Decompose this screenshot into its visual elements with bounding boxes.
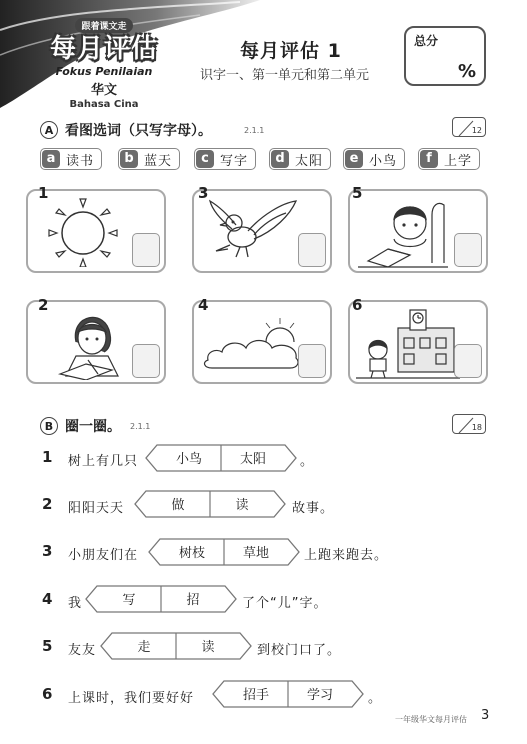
answer-box[interactable] bbox=[454, 344, 482, 378]
question-text-after: 。 bbox=[300, 454, 315, 469]
section-a-instruction: 看图选词（只写字母）。 bbox=[65, 123, 212, 139]
option-word: 小鸟 bbox=[369, 153, 398, 169]
section-b-marks: 18 bbox=[471, 423, 482, 432]
question-number: 1 bbox=[42, 448, 53, 466]
choice-option-2[interactable]: 读 bbox=[201, 640, 215, 655]
section-b-badge: B bbox=[40, 417, 58, 435]
choice-option-1[interactable]: 树枝 bbox=[178, 546, 205, 561]
choice-option-2[interactable]: 招 bbox=[186, 593, 200, 608]
option-chip-a bbox=[40, 148, 102, 170]
section-a-marks: 12 bbox=[471, 126, 482, 135]
child-going-to-school-icon bbox=[356, 304, 460, 380]
question-number: 6 bbox=[42, 685, 53, 703]
answer-choice-pill bbox=[85, 585, 237, 613]
sun-icon bbox=[42, 195, 124, 267]
logo-subtitle-language: Bahasa Cina bbox=[69, 99, 139, 110]
question-text-after: 。 bbox=[368, 691, 383, 706]
page-subtitle: 识字一、第一单元和第二单元 bbox=[200, 68, 370, 83]
option-chip-e bbox=[343, 148, 405, 170]
section-b-marks-box bbox=[452, 414, 486, 434]
option-word: 写字 bbox=[220, 153, 249, 169]
clouds-sky-icon bbox=[202, 314, 306, 374]
choice-option-1[interactable]: 小鸟 bbox=[175, 452, 202, 467]
logo-tagline: 跟着课文走 bbox=[75, 18, 132, 33]
question-number: 3 bbox=[42, 542, 53, 560]
option-chip-d bbox=[269, 148, 331, 170]
question-text-after: 故事。 bbox=[292, 501, 335, 516]
question-text-before: 小朋友们在 bbox=[68, 548, 139, 563]
option-chip-f bbox=[418, 148, 480, 170]
score-label: 总分 bbox=[414, 34, 439, 48]
option-word: 太阳 bbox=[295, 153, 324, 169]
answer-choice-pill bbox=[212, 680, 364, 708]
footer-book-title: 一年级华文每月评估 bbox=[395, 715, 467, 724]
logo-subtitle-malay: Fokus Penilaian bbox=[55, 65, 153, 78]
picture-card-3 bbox=[192, 189, 332, 273]
option-word: 上学 bbox=[444, 153, 473, 169]
girl-writing-icon bbox=[46, 304, 142, 380]
picture-card-5 bbox=[348, 189, 488, 273]
question-text-before: 我 bbox=[68, 596, 83, 611]
option-chip-b bbox=[118, 148, 180, 170]
page-number: 3 bbox=[481, 708, 490, 723]
choice-option-1[interactable]: 写 bbox=[122, 593, 136, 608]
answer-choice-pill bbox=[145, 444, 297, 472]
answer-choice-pill bbox=[134, 490, 286, 518]
logo-subtitle-chinese: 华文 bbox=[90, 83, 117, 98]
question-text-before: 友友 bbox=[68, 643, 97, 658]
question-number: 5 bbox=[42, 637, 53, 655]
option-letter: e bbox=[345, 150, 363, 168]
choice-option-1[interactable]: 走 bbox=[137, 640, 151, 655]
answer-box[interactable] bbox=[454, 233, 482, 267]
question-text-after: 上跑来跑去。 bbox=[304, 548, 389, 563]
question-text-before: 树上有几只 bbox=[68, 454, 139, 469]
picture-number: 4 bbox=[198, 296, 209, 314]
choice-option-2[interactable]: 学习 bbox=[306, 688, 333, 703]
picture-number: 1 bbox=[38, 184, 49, 202]
option-chip-c bbox=[194, 148, 256, 170]
page-title: 每月评估 1 bbox=[240, 40, 342, 62]
bird-icon bbox=[202, 195, 302, 267]
option-word: 蓝天 bbox=[144, 153, 173, 169]
option-letter: a bbox=[42, 150, 60, 168]
choice-option-1[interactable]: 做 bbox=[171, 498, 185, 513]
section-a-code: 2.1.1 bbox=[244, 126, 265, 135]
answer-box[interactable] bbox=[132, 344, 160, 378]
boy-reading-icon bbox=[358, 193, 458, 269]
logo-title: 每月评估 bbox=[49, 34, 158, 64]
option-word: 读书 bbox=[66, 153, 95, 169]
picture-number: 2 bbox=[38, 296, 49, 314]
choice-option-2[interactable]: 太阳 bbox=[239, 452, 266, 467]
picture-number: 5 bbox=[352, 184, 363, 202]
score-percent-sign: % bbox=[457, 61, 476, 82]
answer-box[interactable] bbox=[298, 344, 326, 378]
picture-number: 3 bbox=[198, 184, 209, 202]
question-text-before: 阳阳天天 bbox=[68, 501, 125, 516]
total-score-box[interactable] bbox=[404, 26, 486, 86]
choice-option-2[interactable]: 草地 bbox=[242, 546, 269, 561]
option-letter: b bbox=[120, 150, 138, 168]
question-text-before: 上课时，我们要好好 bbox=[68, 691, 195, 706]
question-number: 2 bbox=[42, 495, 53, 513]
option-letter: f bbox=[420, 150, 438, 168]
question-text-after: 到校门口了。 bbox=[257, 643, 342, 658]
picture-number: 6 bbox=[352, 296, 363, 314]
question-number: 4 bbox=[42, 590, 53, 608]
brand-logo bbox=[40, 14, 168, 110]
answer-box[interactable] bbox=[132, 233, 160, 267]
answer-choice-pill bbox=[148, 538, 300, 566]
option-letter: c bbox=[196, 150, 214, 168]
section-a-badge: A bbox=[40, 121, 58, 139]
section-b-instruction: 圈一圈。 bbox=[65, 419, 121, 435]
choice-option-1[interactable]: 招手 bbox=[242, 688, 269, 703]
picture-card-4 bbox=[192, 300, 332, 384]
option-letter: d bbox=[271, 150, 289, 168]
choice-option-2[interactable]: 读 bbox=[235, 498, 249, 513]
section-a-marks-box bbox=[452, 117, 486, 137]
answer-choice-pill bbox=[100, 632, 252, 660]
section-b-code: 2.1.1 bbox=[130, 422, 151, 431]
answer-box[interactable] bbox=[298, 233, 326, 267]
picture-card-6 bbox=[348, 300, 488, 384]
question-text-after: 了个“儿”字。 bbox=[242, 596, 328, 611]
